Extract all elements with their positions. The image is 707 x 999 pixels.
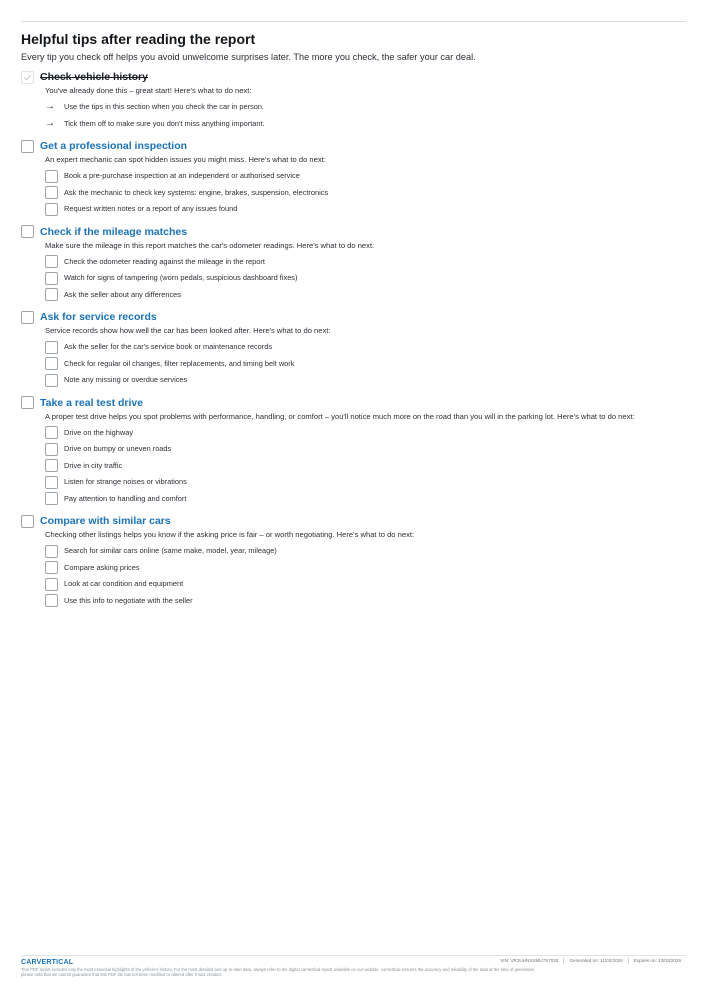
checklist-item[interactable] (45, 543, 686, 560)
arrow-right-icon: → (45, 117, 55, 129)
section-items (45, 168, 686, 218)
item-label: Check for regular oil changes, filter replacements, and timing belt work (64, 358, 295, 368)
section-description: You've already done this – great start! Here's what to do next: (45, 86, 252, 95)
section-header (21, 513, 686, 529)
section-description: Service records show how well the car has been looked after. Here's what to do next: (45, 326, 331, 335)
checklist-item[interactable] (45, 254, 686, 271)
section-description: An expert mechanic can spot hidden issues you might miss. Here's what to do next: (45, 155, 326, 164)
checklist-item[interactable] (45, 491, 686, 508)
checklist-section (21, 69, 686, 132)
section-title: Take a real test drive (40, 396, 144, 409)
tips-checklist (21, 30, 686, 609)
checklist-item[interactable] (45, 441, 686, 458)
section-checkbox[interactable] (21, 396, 34, 409)
item-label: Search for similar cars online (same make, model, year, mileage) (64, 546, 277, 556)
item-checkbox[interactable] (45, 561, 58, 574)
item-checkbox[interactable] (45, 341, 58, 354)
section-checkbox[interactable] (21, 140, 34, 153)
item-checkbox[interactable] (45, 186, 58, 199)
item-label: Compare asking prices (64, 562, 140, 572)
item-label: Drive on the highway (64, 427, 134, 437)
generated-date: Generated on: 11/02/2026 (563, 958, 627, 964)
section-title: Check if the mileage matches (40, 225, 188, 238)
checklist-item[interactable] (45, 201, 686, 218)
section-description: A proper test drive helps you spot problems with performance, handling, or comfort – you'll notice much more on the road than you will in the parking lot. Here's what to do next: (45, 411, 635, 421)
item-checkbox[interactable] (45, 170, 58, 183)
item-label: Ask the mechanic to check key systems: engine, brakes, suspension, electronics (64, 187, 329, 197)
disclaimer-text: This PDF report includes only the most essential highlights of the vehicle's history. For the most detailed and up-to-date data, always refer to the digital carVertical report available on our website. carVertical ensures the accuracy and reliability of the data at the time of generation, please note that we cannot guarantee that this PDF file has not been modified or altered after it was created. (21, 967, 536, 978)
item-checkbox[interactable] (45, 288, 58, 301)
item-label: Note any missing or overdue services (64, 375, 188, 385)
expiry-date: Expires on: 13/03/2026 (628, 958, 686, 964)
checklist-item[interactable] (45, 576, 686, 593)
page-footer (21, 955, 686, 995)
item-label: Ask the seller about any differences (64, 289, 181, 299)
brand-logo: CARVERTICAL (21, 959, 74, 966)
section-checkbox[interactable] (21, 515, 34, 528)
section-title: Check vehicle history (40, 71, 148, 83)
section-description: Checking other listings helps you know if the asking price is fair – or worth negotiating. Here's what to do next: (45, 530, 415, 539)
item-label: Use this info to negotiate with the seller (64, 595, 193, 605)
item-checkbox[interactable] (45, 578, 58, 591)
section-header (21, 224, 686, 240)
item-label: Use the tips in this section when you check the car in person. (64, 102, 265, 112)
section-items (45, 339, 686, 389)
section-items (45, 543, 686, 609)
item-label: Tick them off to make sure you don't miss anything important. (64, 118, 265, 128)
item-checkbox[interactable] (45, 255, 58, 268)
item-label: Drive in city traffic (64, 460, 123, 470)
section-items (45, 99, 686, 132)
item-checkbox[interactable] (45, 443, 58, 456)
item-label: Request written notes or a report of any issues found (64, 204, 238, 214)
checklist-item[interactable] (45, 593, 686, 610)
section-header (21, 69, 686, 85)
checklist-section (21, 513, 686, 609)
sections-list (21, 69, 686, 609)
section-header (21, 309, 686, 325)
checklist-item[interactable] (45, 425, 686, 442)
section-title: Compare with similar cars (40, 515, 171, 527)
checklist-section (21, 138, 686, 218)
section-items (45, 254, 686, 304)
page-title: Helpful tips after reading the report (21, 31, 256, 47)
item-checkbox[interactable] (45, 492, 58, 505)
checklist-item (45, 99, 686, 116)
item-label: Book a pre-purchase inspection at an independent or authorised service (64, 171, 300, 181)
checklist-item[interactable] (45, 458, 686, 475)
item-label: Pay attention to handling and comfort (64, 493, 187, 503)
item-checkbox[interactable] (45, 374, 58, 387)
item-label: Ask the seller for the car's service book or maintenance records (64, 342, 273, 352)
item-label: Listen for strange noises or vibrations (64, 477, 187, 487)
arrow-right-icon: → (45, 101, 55, 113)
checklist-item (45, 116, 686, 133)
check-icon (23, 73, 32, 82)
section-checkbox-checked[interactable] (21, 71, 34, 84)
section-title: Ask for service records (40, 311, 157, 323)
item-label: Drive on bumpy or uneven roads (64, 444, 172, 454)
checklist-item[interactable] (45, 560, 686, 577)
vin-text: VIN: VR3UHNSSMU7S7033 (500, 958, 559, 963)
section-checkbox[interactable] (21, 311, 34, 324)
report-meta (495, 958, 686, 964)
item-checkbox[interactable] (45, 476, 58, 489)
item-checkbox[interactable] (45, 459, 58, 472)
footer-divider (21, 955, 686, 956)
intro-text: Every tip you check off helps you avoid unwelcome surprises later. The more you check, the safer your car deal. (21, 52, 476, 62)
item-label: Look at car condition and equipment (64, 579, 184, 589)
checklist-item[interactable] (45, 168, 686, 185)
item-label: Check the odometer reading against the mileage in the report (64, 256, 265, 266)
checklist-section (21, 224, 686, 304)
item-label: Watch for signs of tampering (worn pedals, suspicious dashboard fixes) (64, 273, 298, 283)
checklist-item[interactable] (45, 356, 686, 373)
item-checkbox[interactable] (45, 545, 58, 558)
checklist-item[interactable] (45, 339, 686, 356)
item-checkbox[interactable] (45, 272, 58, 285)
item-checkbox[interactable] (45, 357, 58, 370)
item-checkbox[interactable] (45, 203, 58, 216)
section-header (21, 395, 686, 411)
checklist-item[interactable] (45, 185, 686, 202)
checklist-item[interactable] (45, 270, 686, 287)
item-checkbox[interactable] (45, 594, 58, 607)
item-checkbox[interactable] (45, 426, 58, 439)
checklist-section (21, 395, 686, 508)
checklist-item[interactable] (45, 372, 686, 389)
section-description: Make sure the mileage in this report matches the car's odometer readings. Here's what to do next: (45, 240, 375, 250)
checklist-item[interactable] (45, 474, 686, 491)
section-items (45, 425, 686, 508)
top-divider (21, 21, 686, 22)
section-header (21, 138, 686, 154)
section-checkbox[interactable] (21, 225, 34, 238)
section-title: Get a professional inspection (40, 140, 188, 152)
checklist-section (21, 309, 686, 389)
checklist-item[interactable] (45, 287, 686, 304)
